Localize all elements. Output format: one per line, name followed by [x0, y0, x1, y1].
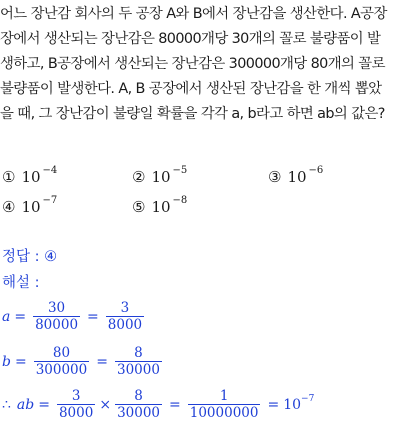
numerator: 3 [120, 300, 130, 316]
answer-value: ④ [44, 249, 58, 265]
numerator: 8 [134, 345, 143, 361]
problem-line: 장에서 생산되는 장난감은 80000개당 30개의 꼴로 불량품이 발 [0, 31, 381, 47]
fraction [115, 388, 162, 421]
equals-sign: = [14, 308, 27, 325]
denominator: 30000 [117, 405, 161, 421]
denominator: 10000000 [189, 405, 259, 421]
fraction [115, 345, 162, 378]
choice-number: ① [2, 168, 16, 186]
numerator: 1 [219, 388, 229, 404]
answer-line [2, 245, 57, 266]
denominator: 8000 [58, 405, 94, 421]
choice-2[interactable] [132, 165, 188, 186]
equals-sign: = [267, 396, 280, 413]
solution-label: 해설 : [2, 275, 40, 291]
choice-row [2, 165, 400, 198]
variable-a: a [2, 308, 11, 325]
fraction [33, 300, 80, 333]
variable-b: b [2, 353, 11, 370]
problem-line: 어느 장난감 회사의 두 공장 A와 B에서 장난감을 생산한다. A공장 [0, 6, 387, 22]
numerator: 30 [47, 300, 66, 316]
choice-base: 10 [21, 168, 41, 186]
choice-exponent: −7 [42, 195, 58, 206]
choice-base: 10 [151, 198, 171, 216]
equals-sign: = [96, 353, 108, 370]
equals-sign: = [169, 396, 181, 413]
problem-line: 을 때, 그 장난감이 불량일 확률을 각각 a, b라고 하면 ab의 값은? [0, 106, 385, 122]
problem-line: 생하고, B공장에서 생산되는 장난감은 300000개당 80개의 꼴로 [0, 56, 385, 72]
answer-choices [2, 165, 400, 228]
choice-base: 10 [151, 168, 171, 186]
choice-exponent: −5 [172, 165, 188, 176]
choice-1[interactable] [2, 165, 58, 186]
choice-exponent: −4 [42, 165, 58, 176]
denominator: 80000 [35, 317, 79, 333]
numerator: 3 [71, 388, 81, 404]
choice-number: ② [132, 168, 146, 186]
choice-3[interactable] [268, 165, 324, 186]
result-base: 10 [283, 396, 302, 413]
choice-exponent: −6 [308, 165, 324, 176]
numerator: 80 [52, 345, 71, 361]
numerator: 8 [134, 388, 143, 404]
denominator: 8000 [107, 317, 143, 333]
choice-row [2, 195, 400, 228]
choice-base: 10 [21, 198, 41, 216]
therefore-symbol: ∴ [2, 396, 11, 413]
choice-number: ⑤ [132, 198, 146, 216]
fraction [106, 300, 144, 333]
equals-sign: = [87, 308, 99, 325]
times-sign: × [99, 396, 112, 413]
choice-number: ③ [268, 168, 282, 186]
choice-4[interactable] [2, 195, 58, 216]
problem-text [0, 2, 400, 127]
equals-sign: = [14, 353, 27, 370]
equals-sign: = [38, 396, 50, 413]
problem-line: 불량품이 발생한다. A, B 공장에서 생산된 장난감을 한 개씩 뽑았 [0, 81, 382, 97]
fraction [34, 345, 90, 378]
answer-label: 정답 : [2, 249, 40, 265]
equation-a [2, 300, 147, 333]
equation-ab [2, 388, 314, 421]
choice-5[interactable] [132, 195, 188, 216]
fraction [57, 388, 95, 421]
choice-base: 10 [287, 168, 307, 186]
variable-ab: ab [16, 396, 35, 413]
result-exponent: −7 [301, 393, 315, 404]
denominator: 300000 [35, 362, 88, 378]
choice-exponent: −8 [172, 195, 188, 206]
fraction [188, 388, 261, 421]
equation-b [2, 345, 165, 378]
denominator: 30000 [116, 362, 160, 378]
choice-number: ④ [2, 198, 16, 216]
